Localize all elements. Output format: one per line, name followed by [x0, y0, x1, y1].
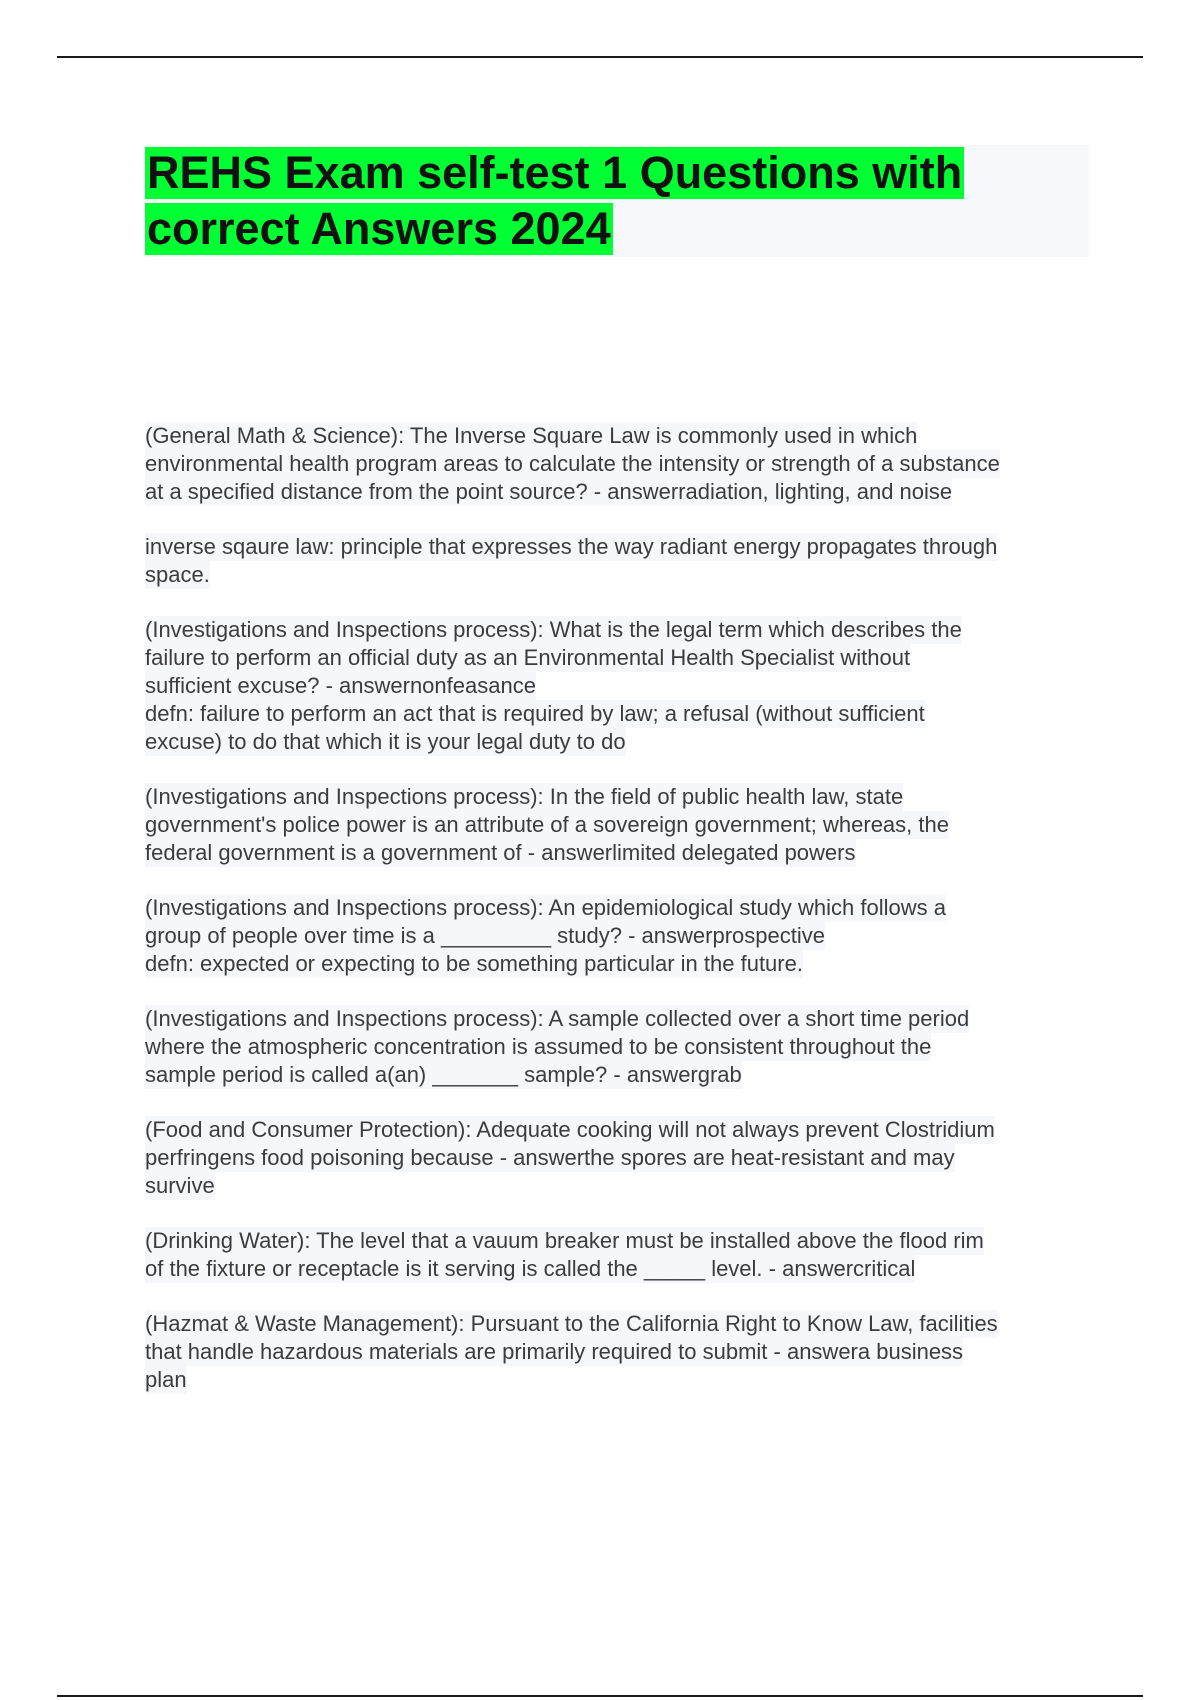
text-line: sample period is called a(an) _______ sample? - answergrab: [145, 1062, 742, 1087]
text-line: of the fixture or receptacle is it serving is called the _____ level. - answercritical: [145, 1256, 916, 1281]
text-line: (Drinking Water): The level that a vauum breaker must be installed above the flood rim: [145, 1228, 984, 1253]
text-line: (Hazmat & Waste Management): Pursuant to the California Right to Know Law, facilities: [145, 1311, 998, 1336]
paragraph: [145, 616, 1095, 756]
text-line: (Investigations and Inspections process): In the field of public health law, state: [145, 784, 904, 809]
paragraph: [145, 1227, 1095, 1283]
text-line: (Investigations and Inspections process): What is the legal term which describes the: [145, 617, 962, 642]
title-line-2: correct Answers 2024: [147, 203, 611, 254]
text-line: inverse sqaure law: principle that expresses the way radiant energy propagates through: [145, 534, 998, 559]
paragraph: [145, 1005, 1095, 1089]
text-line: (Investigations and Inspections process): An epidemiological study which follows a: [145, 895, 946, 920]
paragraph: [145, 533, 1095, 589]
text-line: excuse) to do that which it is your legal duty to do: [145, 729, 626, 754]
document-title: [145, 145, 1089, 257]
paragraph: [145, 422, 1095, 506]
text-line: survive: [145, 1173, 215, 1198]
text-line: at a specified distance from the point source? - answerradiation, lighting, and noise: [145, 479, 953, 504]
text-line: group of people over time is a _________ study? - answerprospective: [145, 923, 825, 948]
text-line: space.: [145, 562, 210, 587]
text-line: government's police power is an attribute of a sovereign government; whereas, the: [145, 812, 949, 837]
text-line: perfringens food poisoning because - answerthe spores are heat-resistant and may: [145, 1145, 955, 1170]
document-body: [145, 422, 1095, 1421]
text-line: environmental health program areas to calculate the intensity or strength of a substance: [145, 451, 1000, 476]
text-line: (Food and Consumer Protection): Adequate cooking will not always prevent Clostridium: [145, 1117, 995, 1142]
text-line: that handle hazardous materials are primarily required to submit - answera business: [145, 1339, 964, 1364]
text-line: (General Math & Science): The Inverse Square Law is commonly used in which: [145, 423, 918, 448]
title-line-1: REHS Exam self-test 1 Questions with: [147, 147, 963, 198]
paragraph: [145, 783, 1095, 867]
top-rule: [57, 56, 1143, 58]
title-block: [145, 145, 1089, 257]
text-line: defn: expected or expecting to be something particular in the future.: [145, 951, 803, 976]
text-line: failure to perform an official duty as an Environmental Health Specialist without: [145, 645, 911, 670]
paragraph: [145, 894, 1095, 978]
text-line: federal government is a government of - answerlimited delegated powers: [145, 840, 856, 865]
text-line: sufficient excuse? - answernonfeasance: [145, 673, 536, 698]
paragraph: [145, 1310, 1095, 1394]
text-line: plan: [145, 1367, 187, 1392]
paragraph: [145, 1116, 1095, 1200]
text-line: where the atmospheric concentration is assumed to be consistent throughout the: [145, 1034, 932, 1059]
text-line: defn: failure to perform an act that is required by law; a refusal (without sufficient: [145, 701, 925, 726]
bottom-rule: [57, 1695, 1143, 1697]
text-line: (Investigations and Inspections process): A sample collected over a short time period: [145, 1006, 970, 1031]
